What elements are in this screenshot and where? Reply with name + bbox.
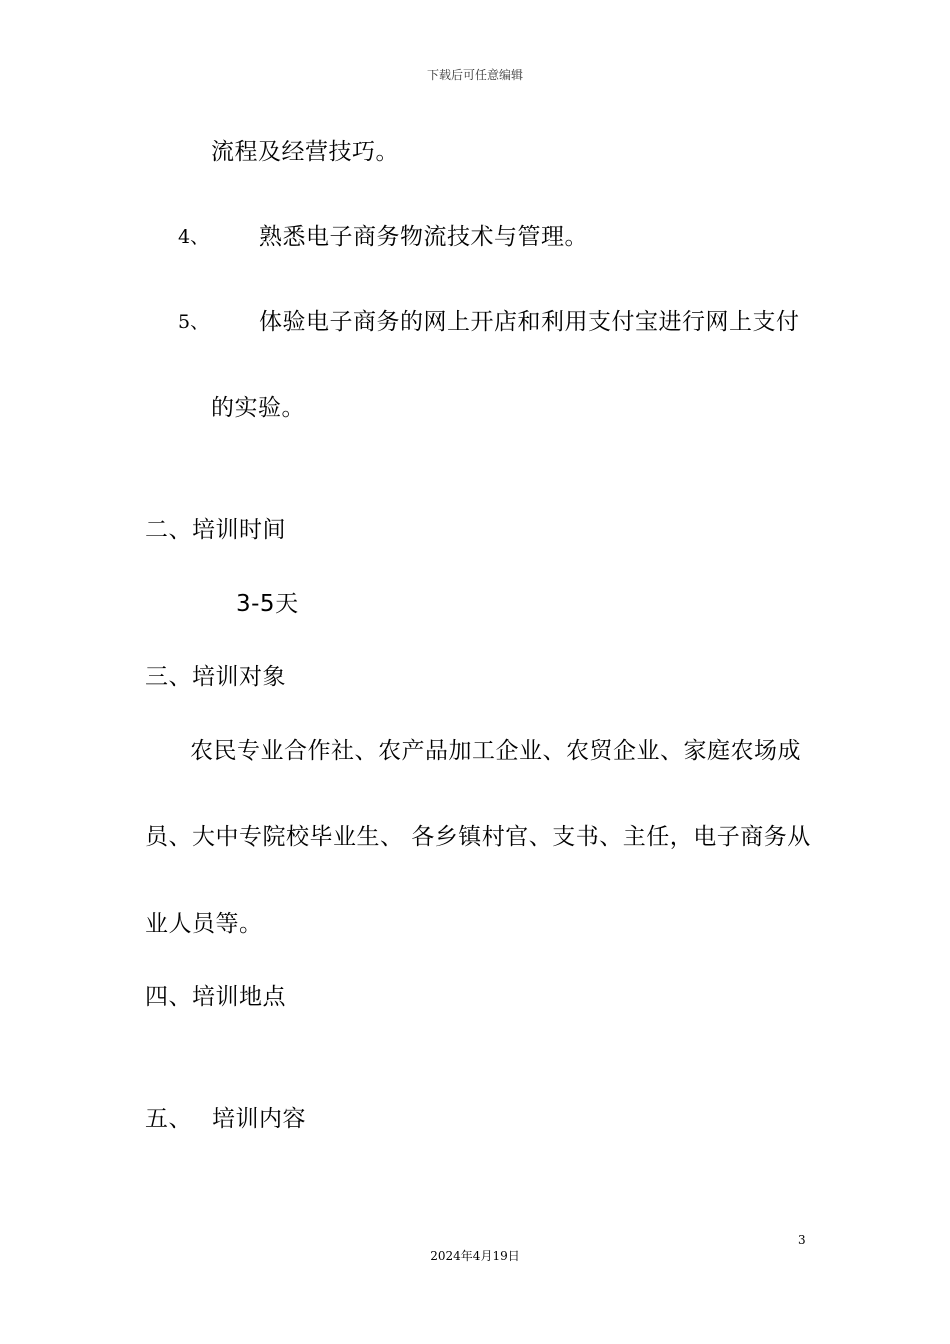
list-item-5-number: 5、 (178, 311, 210, 333)
section-heading-training-time: 二、培训时间 (145, 517, 286, 543)
paragraph-line: 农民专业合作社、农产品加工企业、农贸企业、家庭农场成 (190, 738, 801, 764)
footer-date: 2024年4月19日 (430, 1249, 520, 1263)
header-note: 下载后可任意编辑 (426, 68, 523, 82)
training-duration: 3-5天 (236, 591, 299, 617)
list-item-4-text: 熟悉电子商务物流技术与管理。 (259, 224, 588, 250)
list-item-5-text: 体验电子商务的网上开店和利用支付宝进行网上支付 (259, 309, 800, 335)
list-item-5-continuation: 的实验。 (211, 395, 305, 421)
list-item-continuation: 流程及经营技巧。 (211, 139, 399, 165)
page-number: 3 (798, 1233, 806, 1247)
section-heading-training-target: 三、培训对象 (145, 664, 286, 690)
paragraph-line: 员、大中专院校毕业生、 各乡镇村官、支书、主任，电子商务从 (145, 824, 811, 850)
section-heading-training-content: 培训内容 (212, 1106, 306, 1132)
list-item-4-number: 4、 (178, 226, 210, 248)
section-heading-training-content-number: 五、 (145, 1106, 192, 1132)
section-heading-training-location: 四、培训地点 (145, 984, 286, 1010)
paragraph-line: 业人员等。 (145, 911, 263, 937)
